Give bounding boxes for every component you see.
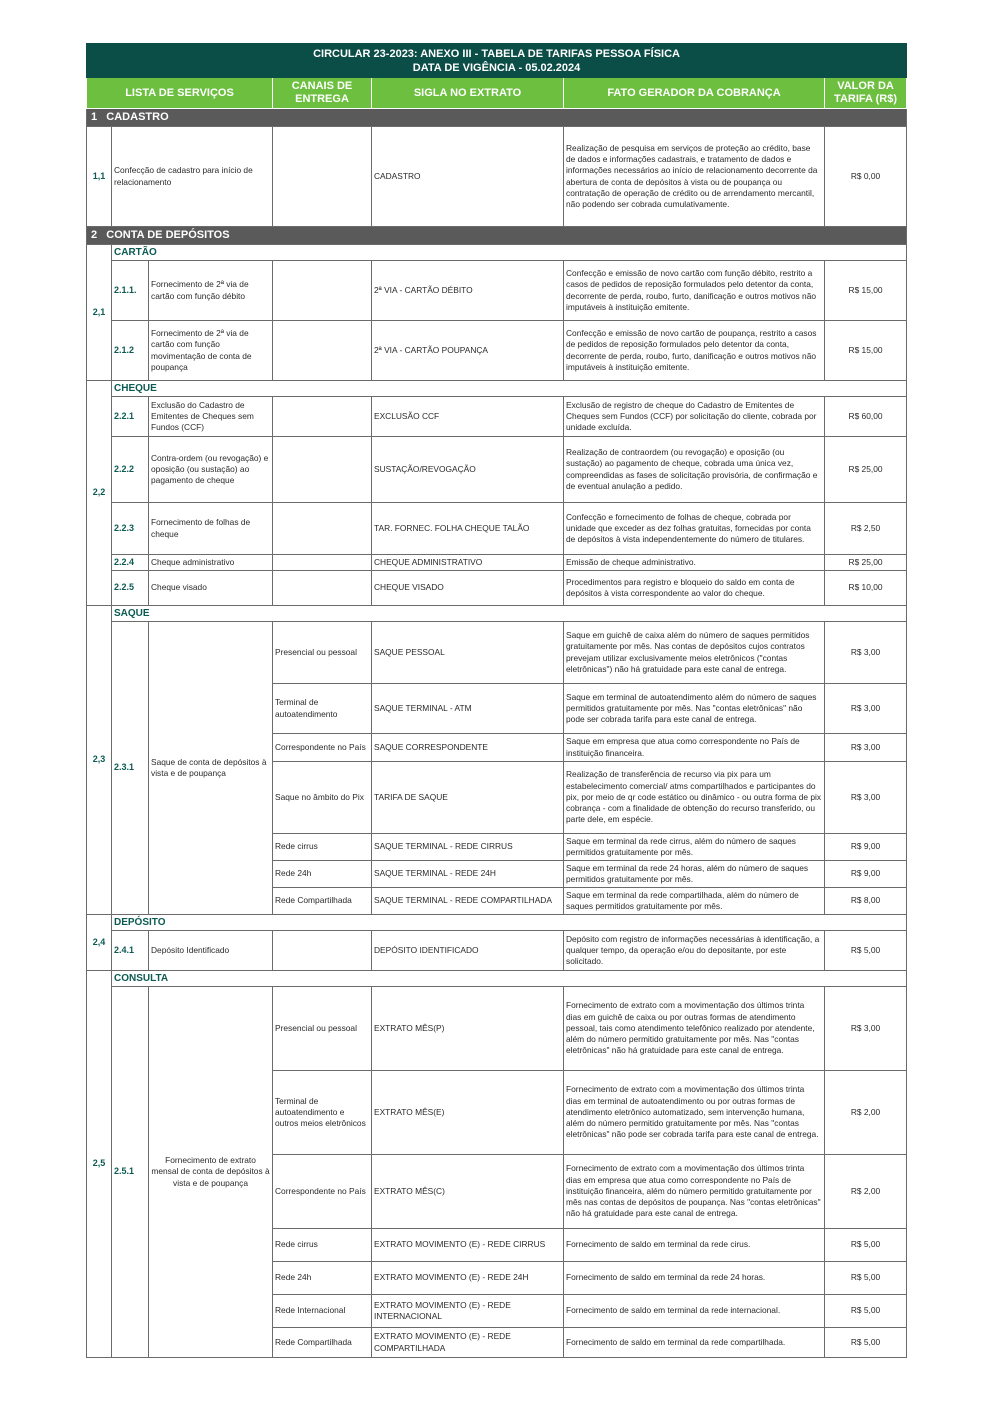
table-row xyxy=(87,503,907,555)
charge-trigger: Saque em terminal da rede compartilhada, além do número de saques permitidos gratuitamente por mês. xyxy=(564,888,825,915)
statement-code: EXTRATO MOVIMENTO (E) - REDE CIRRUS xyxy=(372,1229,564,1262)
tariff-value: R$ 2,50 xyxy=(825,503,907,555)
header-lista-servicos: LISTA DE SERVIÇOS xyxy=(87,78,273,109)
service-description: Cheque visado xyxy=(149,571,273,606)
group-number: 2,1 xyxy=(87,245,112,381)
channel-cell xyxy=(273,261,372,321)
charge-trigger: Fornecimento de saldo em terminal da rede cirus. xyxy=(564,1229,825,1262)
tariff-table xyxy=(86,43,907,1358)
statement-code: 2ª VIA - CARTÃO DÉBITO xyxy=(372,261,564,321)
statement-code: CHEQUE ADMINISTRATIVO xyxy=(372,555,564,571)
tariff-value: R$ 9,00 xyxy=(825,834,907,861)
service-description: Contra-ordem (ou revogação) e oposição (ou sustação) ao pagamento de cheque xyxy=(149,437,273,503)
subsection-saque xyxy=(87,606,907,622)
subsection-label: CHEQUE xyxy=(112,381,907,397)
service-description: Confecção de cadastro para início de relacionamento xyxy=(112,127,273,227)
tariff-value: R$ 3,00 xyxy=(825,622,907,684)
item-code: 2.5.1 xyxy=(112,987,149,1358)
charge-trigger: Exclusão de registro de cheque do Cadastro de Emitentes de Cheques sem Fundos (CCF) por solicitação do cliente, cobrada por unidade excluída. xyxy=(564,397,825,437)
section-header-cadastro xyxy=(87,109,907,127)
tariff-value: R$ 5,00 xyxy=(825,1328,907,1358)
tariff-value: R$ 5,00 xyxy=(825,1229,907,1262)
subsection-cheque xyxy=(87,381,907,397)
charge-trigger: Realização de transferência de recurso via pix para um estabelecimento comercial/ atms compartilhados e participantes do pix, por meio de qr code estático ou dinâmico - ou outra forma de pix cobrança - com a finalidade de obtenção do recurso transferido, ou parte dele, em espécie. xyxy=(564,762,825,834)
section-title xyxy=(87,227,907,245)
tariff-value: R$ 3,00 xyxy=(825,734,907,762)
subsection-deposito xyxy=(87,915,907,931)
item-code: 2.4.1 xyxy=(112,931,149,971)
statement-code: SAQUE TERMINAL - REDE CIRRUS xyxy=(372,834,564,861)
tariff-value: R$ 3,00 xyxy=(825,762,907,834)
charge-trigger: Realização de contraordem (ou revogação) e oposição (ou sustação) ao pagamento de cheque, cobrada uma única vez, compreendidas as fases de solicitação provisória, de confirmação e de eventual anulação a pedido. xyxy=(564,437,825,503)
statement-code: SAQUE TERMINAL - REDE COMPARTILHADA xyxy=(372,888,564,915)
statement-code: EXCLUSÃO CCF xyxy=(372,397,564,437)
tariff-value: R$ 15,00 xyxy=(825,321,907,381)
statement-code: SAQUE TERMINAL - REDE 24H xyxy=(372,861,564,888)
tariff-value: R$ 0,00 xyxy=(825,127,907,227)
channel-cell xyxy=(273,127,372,227)
channel-cell xyxy=(273,321,372,381)
statement-code: EXTRATO MOVIMENTO (E) - REDE INTERNACIONAL xyxy=(372,1295,564,1328)
item-code: 2.1.1. xyxy=(112,261,149,321)
section-title xyxy=(87,109,907,127)
statement-code: TARIFA DE SAQUE xyxy=(372,762,564,834)
charge-trigger: Confecção e fornecimento de folhas de cheque, cobrada por unidade que exceder as dez folhas gratuitas, fornecidas por conta de depósitos à vista independentemente do número de titulares. xyxy=(564,503,825,555)
charge-trigger: Saque em terminal da rede 24 horas, além do número de saques permitidos gratuitamente por mês. xyxy=(564,861,825,888)
charge-trigger: Saque em empresa que atua como correspondente no País de instituição financeira. xyxy=(564,734,825,762)
charge-trigger: Depósito com registro de informações necessárias à identificação, a qualquer tempo, da operação e/ou do depositante, por este solicitado. xyxy=(564,931,825,971)
charge-trigger: Fornecimento de saldo em terminal da rede compartilhada. xyxy=(564,1328,825,1358)
channel-cell: Correspondente no País xyxy=(273,734,372,762)
section-label: CONTA DE DEPÓSITOS xyxy=(106,229,230,241)
table-row xyxy=(87,437,907,503)
table-row xyxy=(87,622,907,684)
channel-cell xyxy=(273,555,372,571)
table-row xyxy=(87,261,907,321)
channel-cell: Rede 24h xyxy=(273,861,372,888)
tariff-value: R$ 5,00 xyxy=(825,1262,907,1295)
table-row xyxy=(87,571,907,606)
item-code: 2.2.5 xyxy=(112,571,149,606)
tariff-value: R$ 3,00 xyxy=(825,987,907,1071)
service-description: Depósito Identificado xyxy=(149,931,273,971)
statement-code: EXTRATO MÊS(E) xyxy=(372,1071,564,1155)
tariff-value: R$ 8,00 xyxy=(825,888,907,915)
charge-trigger: Saque em terminal de autoatendimento além do número de saques permitidos gratuitamente por mês. Nas "contas eletrônicas" não pode ser cobrada tarifa para este canal de entrega. xyxy=(564,684,825,734)
statement-code: CADASTRO xyxy=(372,127,564,227)
item-number: 1,1 xyxy=(87,127,112,227)
channel-cell xyxy=(273,503,372,555)
channel-cell xyxy=(273,571,372,606)
subsection-consulta xyxy=(87,971,907,987)
channel-cell: Presencial ou pessoal xyxy=(273,622,372,684)
tariff-document xyxy=(86,43,906,1358)
channel-cell: Rede cirrus xyxy=(273,1229,372,1262)
channel-cell: Saque no âmbito do Pix xyxy=(273,762,372,834)
statement-code: SAQUE TERMINAL - ATM xyxy=(372,684,564,734)
tariff-value: R$ 3,00 xyxy=(825,684,907,734)
tariff-value: R$ 2,00 xyxy=(825,1071,907,1155)
statement-code: SAQUE PESSOAL xyxy=(372,622,564,684)
tariff-value: R$ 15,00 xyxy=(825,261,907,321)
channel-cell: Rede Compartilhada xyxy=(273,1328,372,1358)
header-fato: FATO GERADOR DA COBRANÇA xyxy=(564,78,825,109)
item-code: 2.2.2 xyxy=(112,437,149,503)
statement-code: TAR. FORNEC. FOLHA CHEQUE TALÃO xyxy=(372,503,564,555)
statement-code: EXTRATO MOVIMENTO (E) - REDE 24H xyxy=(372,1262,564,1295)
table-row xyxy=(87,555,907,571)
charge-trigger: Confecção e emissão de novo cartão com função débito, restrito a casos de pedidos de reposição formulados pelo detentor da conta, decorrente de perda, roubo, furto, danificação e outros motivos não imputáveis à instituição emitente. xyxy=(564,261,825,321)
service-description: Fornecimento de folhas de cheque xyxy=(149,503,273,555)
charge-trigger: Fornecimento de saldo em terminal da rede internacional. xyxy=(564,1295,825,1328)
statement-code: SAQUE CORRESPONDENTE xyxy=(372,734,564,762)
group-number: 2,3 xyxy=(87,606,112,915)
channel-cell xyxy=(273,931,372,971)
group-number: 2,2 xyxy=(87,381,112,606)
table-row xyxy=(87,127,907,227)
statement-code: CHEQUE VISADO xyxy=(372,571,564,606)
channel-cell: Rede Compartilhada xyxy=(273,888,372,915)
service-description: Saque de conta de depósitos à vista e de poupança xyxy=(149,622,273,915)
channel-cell: Rede cirrus xyxy=(273,834,372,861)
charge-trigger: Fornecimento de extrato com a movimentação dos últimos trinta dias em guichê de caixa ou por outras formas de atendimento pessoal, tais como atendimento telefônico realizado por atendente, além do número permitido gratuitamente por mês. Nas "contas eletrônicas" não há gratuidade para este canal de entrega. xyxy=(564,987,825,1071)
tariff-value: R$ 25,00 xyxy=(825,555,907,571)
service-description: Exclusão do Cadastro de Emitentes de Cheques sem Fundos (CCF) xyxy=(149,397,273,437)
service-description: Cheque administrativo xyxy=(149,555,273,571)
channel-cell: Rede Internacional xyxy=(273,1295,372,1328)
tariff-value: R$ 5,00 xyxy=(825,931,907,971)
subtitle-line: DATA DE VIGÊNCIA - 05.02.2024 xyxy=(412,61,581,74)
column-header-row xyxy=(87,78,907,109)
title-row xyxy=(87,44,907,78)
tariff-value: R$ 9,00 xyxy=(825,861,907,888)
item-code: 2.2.4 xyxy=(112,555,149,571)
group-number: 2,5 xyxy=(87,971,112,1358)
document-title xyxy=(87,44,907,78)
header-sigla: SIGLA NO EXTRATO xyxy=(372,78,564,109)
group-number: 2,4 xyxy=(87,915,112,971)
statement-code: DEPÓSITO IDENTIFICADO xyxy=(372,931,564,971)
tariff-value: R$ 60,00 xyxy=(825,397,907,437)
section-number: 1 xyxy=(91,111,98,123)
table-row xyxy=(87,397,907,437)
channel-cell: Correspondente no País xyxy=(273,1155,372,1229)
section-header-conta-depositos xyxy=(87,227,907,245)
charge-trigger: Saque em guichê de caixa além do número de saques permitidos gratuitamente por mês. Nas contas de depósitos cujos contratos prevejam utilizar exclusivamente meios eletrônicos ("contas eletrônicas") não há gratuidade para este canal de entrega. xyxy=(564,622,825,684)
item-code: 2.2.1 xyxy=(112,397,149,437)
channel-cell xyxy=(273,437,372,503)
item-code: 2.3.1 xyxy=(112,622,149,915)
service-description: Fornecimento de 2ª via de cartão com função débito xyxy=(149,261,273,321)
statement-code: EXTRATO MÊS(C) xyxy=(372,1155,564,1229)
channel-cell: Rede 24h xyxy=(273,1262,372,1295)
charge-trigger: Confecção e emissão de novo cartão de poupança, restrito a casos de pedidos de reposição formulados pelo detentor da conta, decorrente de perda, roubo, furto, danificação e outros motivos não imputáveis à instituição emitente. xyxy=(564,321,825,381)
tariff-value: R$ 25,00 xyxy=(825,437,907,503)
charge-trigger: Realização de pesquisa em serviços de proteção ao crédito, base de dados e informações cadastrais, e tratamento de dados e informações necessários ao início de relacionamento decorrente da abertura de conta de depósitos à vista ou de poupança ou contratação de operação de crédito ou de arrendamento mercantil, não podendo ser cobrada cumulativamente. xyxy=(564,127,825,227)
subsection-label: CONSULTA xyxy=(112,971,907,987)
subsection-label: CARTÃO xyxy=(112,245,907,261)
subsection-label: DEPÓSITO xyxy=(112,915,907,931)
header-valor: VALOR DA TARIFA (R$) xyxy=(825,78,907,109)
charge-trigger: Fornecimento de extrato com a movimentação dos últimos trinta dias em terminal de autoatendimento ou por outras formas de atendimento eletrônico automatizado, sem intervenção humana, além do número permitido gratuitamente por mês. Nas "contas eletrônicas" não pode ser cobrada tarifa para este canal de entrega. xyxy=(564,1071,825,1155)
channel-cell xyxy=(273,397,372,437)
charge-trigger: Procedimentos para registro e bloqueio do saldo em conta de depósitos à vista correspondente ao valor do cheque. xyxy=(564,571,825,606)
tariff-value: R$ 2,00 xyxy=(825,1155,907,1229)
statement-code: SUSTAÇÃO/REVOGAÇÃO xyxy=(372,437,564,503)
statement-code: EXTRATO MOVIMENTO (E) - REDE COMPARTILHADA xyxy=(372,1328,564,1358)
table-row xyxy=(87,987,907,1071)
charge-trigger: Emissão de cheque administrativo. xyxy=(564,555,825,571)
channel-cell: Presencial ou pessoal xyxy=(273,987,372,1071)
service-description: Fornecimento de 2ª via de cartão com função movimentação de conta de poupança xyxy=(149,321,273,381)
tariff-value: R$ 10,00 xyxy=(825,571,907,606)
item-code: 2.1.2 xyxy=(112,321,149,381)
section-number: 2 xyxy=(91,229,98,241)
charge-trigger: Fornecimento de extrato com a movimentação dos últimos trinta dias em empresa que atua como correspondente no País de instituição financeira, além do número permitido gratuitamente por mês nas contas de depósitos de poupança. Nas "contas eletrônicas" não há gratuidade para este canal de entrega. xyxy=(564,1155,825,1229)
statement-code: EXTRATO MÊS(P) xyxy=(372,987,564,1071)
channel-cell: Terminal de autoatendimento xyxy=(273,684,372,734)
channel-cell: Terminal de autoatendimento e outros meios eletrônicos xyxy=(273,1071,372,1155)
subsection-label: SAQUE xyxy=(112,606,907,622)
tariff-value: R$ 5,00 xyxy=(825,1295,907,1328)
statement-code: 2ª VIA - CARTÃO POUPANÇA xyxy=(372,321,564,381)
service-description: Fornecimento de extrato mensal de conta de depósitos à vista e de poupança xyxy=(149,987,273,1358)
charge-trigger: Saque em terminal da rede cirrus, além do número de saques permitidos gratuitamente por mês. xyxy=(564,834,825,861)
title-line: CIRCULAR 23-2023: ANEXO III - TABELA DE TARIFAS PESSOA FÍSICA xyxy=(313,47,680,60)
table-row xyxy=(87,321,907,381)
header-canais: CANAIS DE ENTREGA xyxy=(273,78,372,109)
section-label: CADASTRO xyxy=(106,111,169,123)
item-code: 2.2.3 xyxy=(112,503,149,555)
charge-trigger: Fornecimento de saldo em terminal da rede 24 horas. xyxy=(564,1262,825,1295)
subsection-cartao xyxy=(87,245,907,261)
table-row xyxy=(87,931,907,971)
